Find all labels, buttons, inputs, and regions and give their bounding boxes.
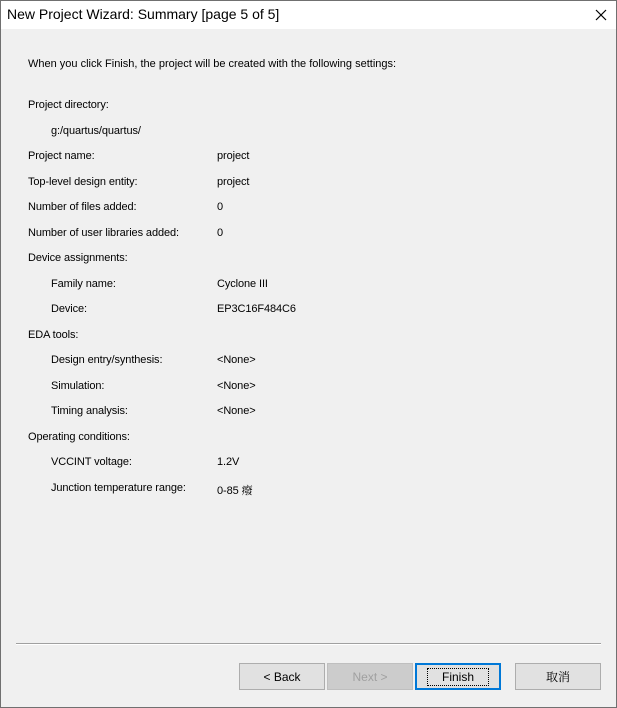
button-separator	[16, 643, 601, 645]
junction-temperature-value: 0-85 癈	[217, 485, 253, 497]
eda-tools-label: EDA tools:	[28, 329, 79, 341]
finish-button-label: Finish	[427, 668, 489, 686]
vccint-voltage-label: VCCINT voltage:	[51, 456, 132, 468]
project-name-value: project	[217, 150, 250, 162]
device-label: Device:	[51, 303, 87, 315]
top-level-entity-label: Top-level design entity:	[28, 176, 138, 188]
intro-text: When you click Finish, the project will be created with the following settings:	[28, 58, 397, 70]
vccint-voltage-value: 1.2V	[217, 456, 240, 468]
design-entry-value: <None>	[217, 354, 256, 366]
family-name-label: Family name:	[51, 278, 116, 290]
timing-analysis-label: Timing analysis:	[51, 405, 128, 417]
device-value: EP3C16F484C6	[217, 303, 296, 315]
project-directory-value: g:/quartus/quartus/	[51, 125, 141, 137]
operating-conditions-label: Operating conditions:	[28, 431, 130, 443]
close-button[interactable]	[586, 1, 616, 29]
finish-button[interactable]	[415, 663, 501, 690]
window-title: New Project Wizard: Summary [page 5 of 5]	[7, 6, 280, 22]
project-name-label: Project name:	[28, 150, 95, 162]
files-added-label: Number of files added:	[28, 201, 137, 213]
top-level-entity-value: project	[217, 176, 250, 188]
simulation-value: <None>	[217, 380, 256, 392]
junction-temperature-label: Junction temperature range:	[51, 482, 186, 494]
cancel-button[interactable]: 取消	[515, 663, 601, 690]
design-entry-label: Design entry/synthesis:	[51, 354, 163, 366]
summary-panel	[1, 29, 616, 644]
title-bar	[1, 1, 616, 29]
back-button[interactable]: < Back	[239, 663, 325, 690]
simulation-label: Simulation:	[51, 380, 105, 392]
files-added-value: 0	[217, 201, 224, 213]
device-assignments-label: Device assignments:	[28, 252, 128, 264]
timing-analysis-value: <None>	[217, 405, 256, 417]
user-libraries-label: Number of user libraries added:	[28, 227, 179, 239]
project-directory-label: Project directory:	[28, 99, 109, 111]
user-libraries-value: 0	[217, 227, 224, 239]
family-name-value: Cyclone III	[217, 278, 268, 290]
next-button[interactable]: Next >	[327, 663, 413, 690]
close-icon	[595, 9, 607, 21]
